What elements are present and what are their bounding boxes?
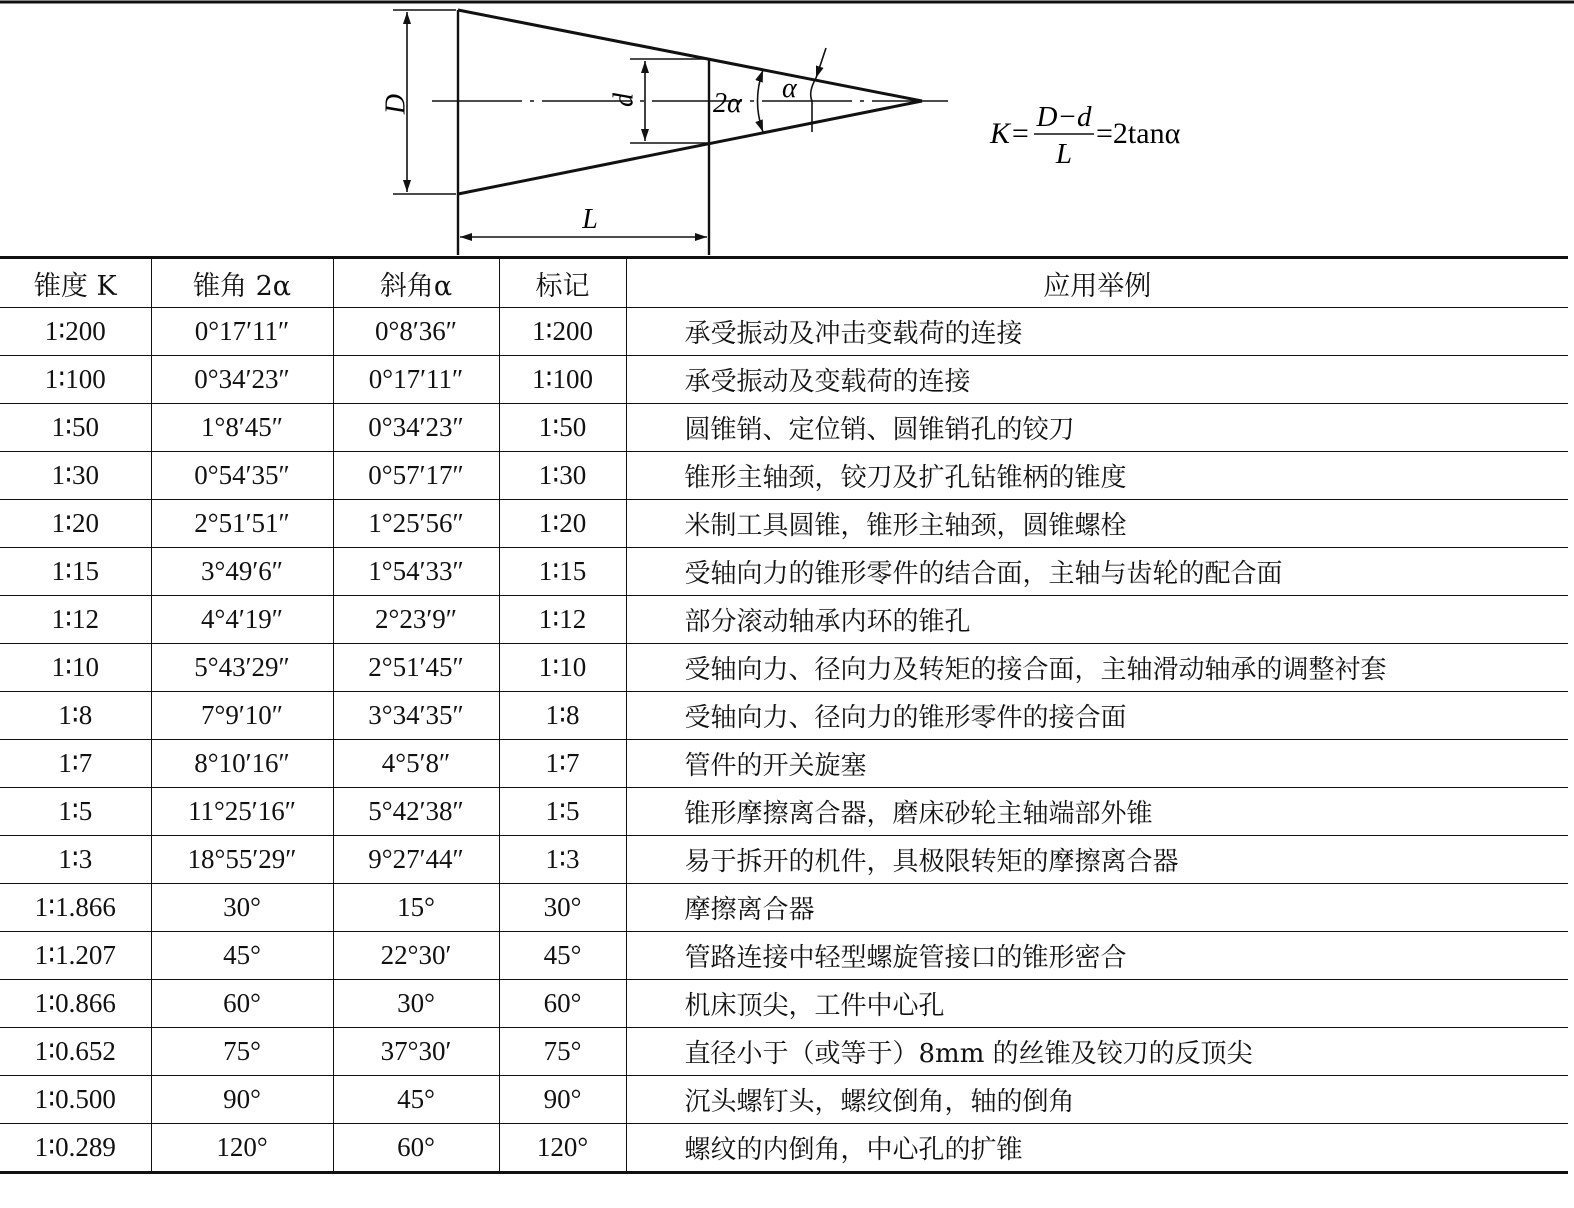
table-row [0, 788, 1568, 836]
cell-slope-angle: 0°34′23″ [333, 404, 499, 452]
taper-diagram [0, 0, 1574, 258]
cell-slope-angle: 0°57′17″ [333, 452, 499, 500]
cell-slope-angle: 2°23′9″ [333, 596, 499, 644]
label-L: L [582, 204, 598, 235]
table-row [0, 740, 1568, 788]
cell-mark: 30° [499, 884, 626, 932]
cell-application: 机床顶尖，工件中心孔 [626, 980, 1568, 1028]
cell-mark: 1∶20 [499, 500, 626, 548]
cell-mark: 1∶5 [499, 788, 626, 836]
cell-cone-angle: 2°51′51″ [151, 500, 333, 548]
cell-cone-angle: 8°10′16″ [151, 740, 333, 788]
table-row [0, 692, 1568, 740]
label-alpha: α [782, 73, 797, 104]
label-D: D [380, 93, 412, 115]
cell-taper: 1∶12 [0, 596, 151, 644]
cell-cone-angle: 5°43′29″ [151, 644, 333, 692]
cell-taper: 1∶0.652 [0, 1028, 151, 1076]
cell-application: 米制工具圆锥，锥形主轴颈，圆锥螺栓 [626, 500, 1568, 548]
cell-taper: 1∶0.289 [0, 1124, 151, 1173]
header-slope-angle: 斜角α [333, 258, 499, 308]
cell-taper: 1∶15 [0, 548, 151, 596]
cell-mark: 45° [499, 932, 626, 980]
header-mark: 标记 [499, 258, 626, 308]
cell-mark: 90° [499, 1076, 626, 1124]
cell-cone-angle: 45° [151, 932, 333, 980]
cell-mark: 1∶50 [499, 404, 626, 452]
cell-taper: 1∶0.866 [0, 980, 151, 1028]
table-row [0, 836, 1568, 884]
cell-taper: 1∶30 [0, 452, 151, 500]
cell-slope-angle: 1°54′33″ [333, 548, 499, 596]
table-row [0, 1076, 1568, 1124]
header-row [0, 258, 1568, 308]
table-row [0, 596, 1568, 644]
cell-taper: 1∶1.207 [0, 932, 151, 980]
cell-application: 受轴向力、径向力的锥形零件的接合面 [626, 692, 1568, 740]
cell-mark: 1∶100 [499, 356, 626, 404]
label-two-alpha: 2α [713, 88, 742, 119]
cell-mark: 120° [499, 1124, 626, 1173]
cell-application: 摩擦离合器 [626, 884, 1568, 932]
taper-diagram-svg [0, 0, 1574, 258]
cell-slope-angle: 30° [333, 980, 499, 1028]
cell-mark: 1∶200 [499, 308, 626, 356]
table-row [0, 452, 1568, 500]
table-body [0, 308, 1568, 1173]
cell-application: 管路连接中轻型螺旋管接口的锥形密合 [626, 932, 1568, 980]
formula-denominator: L [1055, 138, 1073, 170]
cell-mark: 1∶3 [499, 836, 626, 884]
cell-cone-angle: 75° [151, 1028, 333, 1076]
table-row [0, 500, 1568, 548]
alpha-arrow-top [816, 48, 826, 78]
cone-lower-edge [458, 101, 922, 194]
cell-cone-angle: 11°25′16″ [151, 788, 333, 836]
cell-mark: 60° [499, 980, 626, 1028]
cell-taper: 1∶10 [0, 644, 151, 692]
cell-application: 部分滚动轴承内环的锥孔 [626, 596, 1568, 644]
cell-taper: 1∶5 [0, 788, 151, 836]
cell-cone-angle: 120° [151, 1124, 333, 1173]
table-row [0, 356, 1568, 404]
cell-slope-angle: 0°8′36″ [333, 308, 499, 356]
table-row [0, 644, 1568, 692]
cell-cone-angle: 0°17′11″ [151, 308, 333, 356]
cell-slope-angle: 60° [333, 1124, 499, 1173]
cell-slope-angle: 5°42′38″ [333, 788, 499, 836]
cell-taper: 1∶7 [0, 740, 151, 788]
taper-formula [989, 101, 1181, 170]
table-row [0, 1124, 1568, 1173]
cell-cone-angle: 1°8′45″ [151, 404, 333, 452]
cell-application: 锥形主轴颈，铰刀及扩孔钻锥柄的锥度 [626, 452, 1568, 500]
formula-lhs: K= [990, 117, 1031, 150]
cell-mark: 1∶10 [499, 644, 626, 692]
table-row [0, 548, 1568, 596]
cell-taper: 1∶100 [0, 356, 151, 404]
cell-application: 沉头螺钉头，螺纹倒角，轴的倒角 [626, 1076, 1568, 1124]
table-row [0, 980, 1568, 1028]
cell-application: 承受振动及变载荷的连接 [626, 356, 1568, 404]
cell-application: 圆锥销、定位销、圆锥销孔的铰刀 [626, 404, 1568, 452]
cell-taper: 1∶50 [0, 404, 151, 452]
cell-cone-angle: 90° [151, 1076, 333, 1124]
table-row [0, 404, 1568, 452]
cell-taper: 1∶8 [0, 692, 151, 740]
cell-application: 易于拆开的机件，具极限转矩的摩擦离合器 [626, 836, 1568, 884]
cell-taper: 1∶3 [0, 836, 151, 884]
cell-cone-angle: 18°55′29″ [151, 836, 333, 884]
cell-slope-angle: 4°5′8″ [333, 740, 499, 788]
header-cone-angle: 锥角 2α [151, 258, 333, 308]
cell-taper: 1∶1.866 [0, 884, 151, 932]
cell-slope-angle: 22°30′ [333, 932, 499, 980]
cell-taper: 1∶0.500 [0, 1076, 151, 1124]
cell-mark: 1∶30 [499, 452, 626, 500]
cell-taper: 1∶20 [0, 500, 151, 548]
cell-slope-angle: 37°30′ [333, 1028, 499, 1076]
cell-application: 直径小于（或等于）8mm 的丝锥及铰刀的反顶尖 [626, 1028, 1568, 1076]
cell-application: 承受振动及冲击变载荷的连接 [626, 308, 1568, 356]
header-application: 应用举例 [626, 258, 1568, 308]
cell-cone-angle: 7°9′10″ [151, 692, 333, 740]
cell-mark: 1∶15 [499, 548, 626, 596]
header-taper: 锥度 K [0, 258, 151, 308]
formula-rhs: =2tanα [1096, 117, 1181, 150]
table-row [0, 932, 1568, 980]
cell-slope-angle: 0°17′11″ [333, 356, 499, 404]
cell-cone-angle: 60° [151, 980, 333, 1028]
cell-slope-angle: 2°51′45″ [333, 644, 499, 692]
cell-slope-angle: 15° [333, 884, 499, 932]
cell-slope-angle: 3°34′35″ [333, 692, 499, 740]
cell-slope-angle: 1°25′56″ [333, 500, 499, 548]
cone-upper-edge [458, 10, 922, 101]
cell-application: 受轴向力的锥形零件的结合面，主轴与齿轮的配合面 [626, 548, 1568, 596]
formula-numerator: D−d [1036, 101, 1092, 133]
cell-cone-angle: 4°4′19″ [151, 596, 333, 644]
cell-mark: 1∶12 [499, 596, 626, 644]
cell-cone-angle: 0°34′23″ [151, 356, 333, 404]
cell-mark: 1∶7 [499, 740, 626, 788]
table-row [0, 308, 1568, 356]
cell-taper: 1∶200 [0, 308, 151, 356]
cell-slope-angle: 9°27′44″ [333, 836, 499, 884]
table-row [0, 1028, 1568, 1076]
taper-table [0, 256, 1568, 1174]
cell-mark: 75° [499, 1028, 626, 1076]
cell-application: 螺纹的内倒角，中心孔的扩锥 [626, 1124, 1568, 1173]
table-row [0, 884, 1568, 932]
cell-cone-angle: 3°49′6″ [151, 548, 333, 596]
cell-cone-angle: 30° [151, 884, 333, 932]
cell-application: 锥形摩擦离合器，磨床砂轮主轴端部外锥 [626, 788, 1568, 836]
cell-application: 管件的开关旋塞 [626, 740, 1568, 788]
cell-application: 受轴向力、径向力及转矩的接合面，主轴滑动轴承的调整衬套 [626, 644, 1568, 692]
cell-mark: 1∶8 [499, 692, 626, 740]
label-d: d [608, 93, 640, 107]
cell-cone-angle: 0°54′35″ [151, 452, 333, 500]
cell-slope-angle: 45° [333, 1076, 499, 1124]
